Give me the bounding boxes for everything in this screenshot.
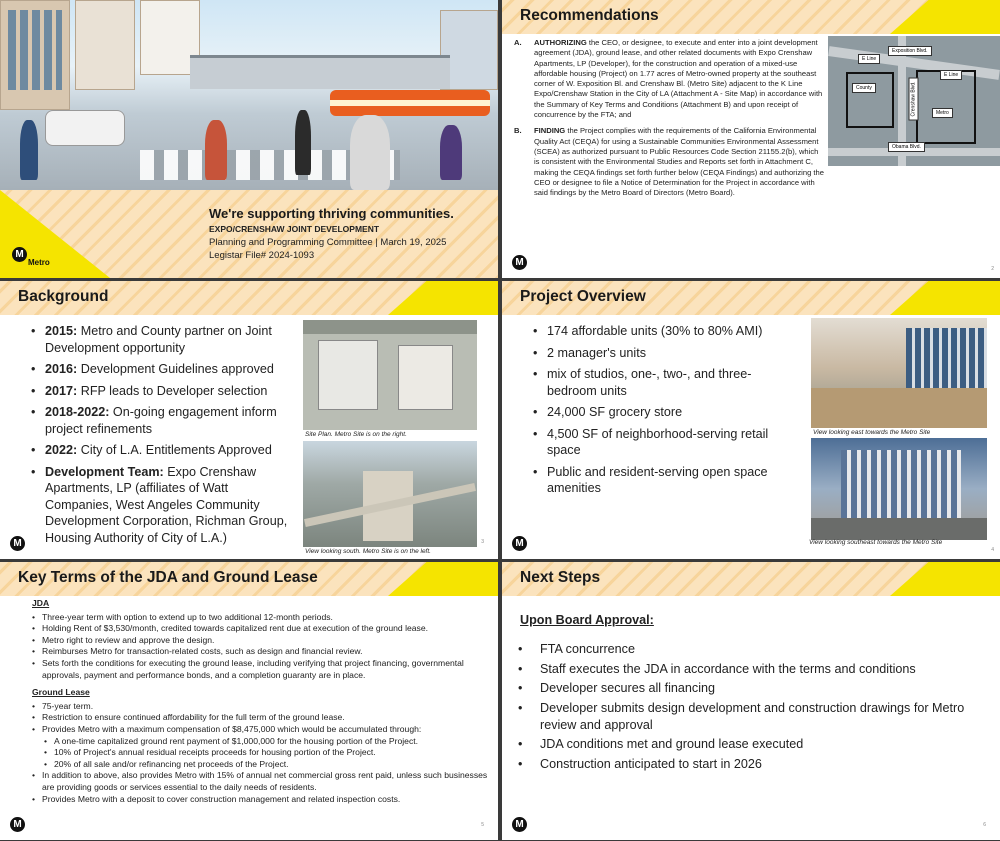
item-letter: B.: [514, 126, 522, 136]
committee-date: Planning and Programming Committee | March 19, 2025: [209, 237, 447, 248]
pedestrian: [440, 125, 462, 180]
map-label: E Line: [940, 70, 962, 80]
map-label: County: [852, 83, 876, 93]
slide-title: Recommendations: [520, 7, 659, 24]
overview-list: [533, 323, 801, 502]
next-steps-slide: [502, 562, 1000, 840]
item-text: RFP leads to Developer selection: [77, 383, 268, 398]
building-footprint: [318, 340, 378, 410]
page-number: 2: [991, 266, 994, 272]
yellow-accent: [890, 0, 1000, 34]
metro-parcel: [916, 70, 976, 144]
slide-header: [0, 281, 498, 315]
street: [303, 320, 477, 334]
list-item: • 10% of Project's annual residual receipts proceeds for housing portion of the Project.: [44, 747, 492, 759]
yellow-accent: [388, 281, 498, 315]
building-footprint: [398, 345, 453, 410]
list-item: • 4,500 SF of neighborhood-serving retail space: [533, 426, 801, 459]
map-label: Metro: [932, 108, 953, 118]
map-label: Exposition Blvd.: [888, 46, 932, 56]
image-caption: View looking southeast towards the Metro Site: [809, 539, 943, 546]
image-caption: View looking east towards the Metro Site: [813, 429, 931, 436]
list-item: • Provides Metro with a deposit to cover construction management and related inspection costs.: [32, 794, 492, 806]
list-item: • 24,000 SF grocery store: [533, 404, 801, 421]
jda-heading: JDA: [32, 598, 50, 608]
plaza: [811, 388, 987, 428]
list-item: • JDA conditions met and ground lease executed: [518, 736, 988, 753]
tagline: We're supporting thriving communities.: [209, 206, 454, 221]
item-lead: 2016:: [45, 362, 78, 376]
building: [75, 0, 135, 90]
station-platform: [190, 55, 450, 89]
metro-logo-icon: M: [10, 536, 25, 551]
recommendation-b: [514, 126, 824, 198]
metro-logo-icon: M: [12, 247, 27, 262]
slide-header: [502, 562, 1000, 596]
list-item: • Holding Rent of $3,530/month, credited towards capitalized rent due at execution of the ground lease.: [32, 623, 492, 635]
image-caption: Site Plan. Metro Site is on the right.: [305, 431, 407, 438]
slide-header: [502, 281, 1000, 315]
pedestrian: [350, 115, 390, 190]
rendering-southeast-image: [811, 438, 987, 540]
background-slide: [0, 281, 498, 559]
slide-title: Key Terms of the JDA and Ground Lease: [18, 569, 318, 586]
rendering-east-image: [811, 318, 987, 428]
image-caption: View looking south. Metro Site is on the left.: [305, 548, 431, 555]
recommendations-list: [514, 38, 824, 204]
background-list: [31, 323, 291, 551]
slide-title: Project Overview: [520, 288, 646, 305]
page-number: 6: [983, 822, 986, 828]
list-item: • 2 manager's units: [533, 345, 801, 362]
key-terms-slide: [0, 562, 498, 840]
list-item: • A one-time capitalized ground rent payment of $1,000,000 for the housing portion of the Project.: [44, 736, 492, 748]
item-lead: 2022:: [45, 443, 78, 457]
pedestrian: [205, 120, 227, 180]
station-illustration: [0, 0, 498, 190]
item-lead: 2017:: [45, 383, 78, 398]
pedestrian: [295, 110, 311, 175]
list-item: [31, 323, 291, 356]
item-text: Development Guidelines approved: [77, 362, 274, 376]
aerial-view-image: [303, 441, 477, 547]
county-parcel: [846, 72, 894, 128]
item-text: Expo Crenshaw Apartments, LP (affiliates of Watt Companies, West Angeles Community Development Corporation, Richman Group, Housing Authority of City of L.A.): [45, 464, 288, 545]
site-map: [828, 36, 1000, 166]
project-overview-slide: [502, 281, 1000, 559]
list-item: • Public and resident-serving open space amenities: [533, 464, 801, 497]
yellow-accent: [388, 562, 498, 596]
list-item: • 174 affordable units (30% to 80% AMI): [533, 323, 801, 340]
item-text: Metro and County partner on Joint Development opportunity: [45, 324, 272, 355]
title-slide: [0, 0, 498, 278]
metro-logo-icon: M: [10, 817, 25, 832]
ground-lease-list-cont: [32, 770, 492, 805]
item-lead: 2018-2022:: [45, 405, 110, 419]
list-item: • In addition to above, also provides Metro with 15% of annual net commercial gross rent paid, unless such businesses are providing goods or services essential to the daily needs of residents.: [32, 770, 492, 793]
list-item: [31, 404, 291, 437]
street: [811, 518, 987, 540]
slide-header: [0, 562, 498, 596]
list-item: • Provides Metro with a maximum compensation of $8,475,000 which would be accumulated through:: [32, 724, 492, 736]
map-label: E Line: [858, 54, 880, 64]
metro-wordmark: Metro: [28, 258, 50, 267]
ground-lease-list: [32, 701, 492, 736]
rendered-building: [841, 450, 961, 520]
upon-approval-heading: Upon Board Approval:: [520, 613, 654, 627]
list-item: • Construction anticipated to start in 2026: [518, 756, 988, 773]
list-item: • mix of studios, one-, two-, and three-bedroom units: [533, 366, 801, 399]
building-windows: [8, 10, 62, 90]
pedestrian: [20, 120, 38, 180]
page-number: 4: [991, 547, 994, 553]
page-number: 3: [481, 539, 484, 545]
item-lead: AUTHORIZING: [534, 38, 587, 47]
list-item: [31, 361, 291, 378]
key-terms-body: [32, 598, 492, 805]
site-plan-image: [303, 320, 477, 430]
item-text: On-going engagement inform project refinements: [45, 405, 277, 436]
item-lead: 2015:: [45, 324, 78, 338]
jda-list: [32, 612, 492, 682]
list-item: [31, 383, 291, 400]
list-item: • Three-year term with option to extend up to two additional 12-month periods.: [32, 612, 492, 624]
list-item: [31, 442, 291, 459]
metro-logo-icon: M: [512, 536, 527, 551]
next-steps-list: [518, 641, 988, 775]
page-number: 5: [481, 822, 484, 828]
list-item: • Restriction to ensure continued affordability for the full term of the ground lease.: [32, 712, 492, 724]
car-illustration: [45, 110, 125, 146]
project-subtitle: EXPO/CRENSHAW JOINT DEVELOPMENT: [209, 224, 380, 234]
item-lead: Development Team:: [45, 464, 164, 479]
bus-windows: [330, 100, 490, 106]
list-item: • Developer secures all financing: [518, 680, 988, 697]
yellow-accent: [890, 562, 1000, 596]
map-label: Obama Blvd.: [888, 142, 925, 152]
item-text: City of L.A. Entitlements Approved: [77, 443, 272, 457]
ground-lease-heading: Ground Lease: [32, 687, 90, 698]
map-label: Crenshaw Blvd.: [909, 77, 919, 120]
list-item: • Sets forth the conditions for executing the ground lease, including verifying that project financing, governmental approvals, payment and performance bonds, and a completion guaranty are in place.: [32, 658, 492, 681]
recommendation-a: [514, 38, 824, 120]
item-text: the CEO, or designee, to execute and enter into a joint development agreement (JDA), ground lease, and other related documents with Expo Crenshaw Apartments, LP (Developer), for the construction and operation of a mixed-use affordable housing (Project) on 1.77 acres of Metro-owned property at the southeast corner of W. Exposition Bl. and Crenshaw Bl. (Metro Site) adjacent to the K Line Expo/Crenshaw Station in the City of LA (Attachment A - Site Map) in accordance with the Summary of Key Terms and Conditions (Attachment B) and upon receipt of concurrence by the FTA; and: [534, 38, 823, 120]
slide-header: [502, 0, 1000, 34]
list-item: • Staff executes the JDA in accordance with the terms and conditions: [518, 661, 988, 678]
slide-title: Background: [18, 288, 109, 305]
metro-logo-icon: M: [512, 255, 527, 270]
yellow-accent: [890, 281, 1000, 315]
recommendations-slide: [502, 0, 1000, 278]
list-item: • 75-year term.: [32, 701, 492, 713]
slide-title: Next Steps: [520, 569, 601, 586]
item-letter: A.: [514, 38, 522, 47]
list-item: • 20% of all sale and/or refinancing net proceeds of the Project.: [44, 759, 492, 771]
metro-logo-icon: M: [512, 817, 527, 832]
list-item: • Reimburses Metro for transaction-related costs, such as design and financial review.: [32, 646, 492, 658]
item-lead: FINDING: [534, 126, 566, 136]
legistar-file: Legistar File# 2024-1093: [209, 250, 315, 261]
compensation-sublist: [32, 736, 492, 771]
list-item: • Developer submits design development and construction drawings for Metro review and approval: [518, 700, 988, 734]
list-item: • FTA concurrence: [518, 641, 988, 658]
list-item: [31, 464, 291, 547]
list-item: • Metro right to review and approve the design.: [32, 635, 492, 647]
item-text: the Project complies with the requirements of the California Environmental Quality Act (CEQA) for using a Sustainable Communities Environmental Assessment (SCEA) as authorized pursuant to Public Resources Code Section 21155.2(b), which is consistent with the Environmental Studies and Reports set forth in Attachment C, making the CEQA findings set forth further below (CEQA Findings) and authorizing the CEO or designee to file a Notice of Determination for the Project in accordance with said findings by the Metro Board of Directors (Metro Board).: [534, 126, 824, 198]
